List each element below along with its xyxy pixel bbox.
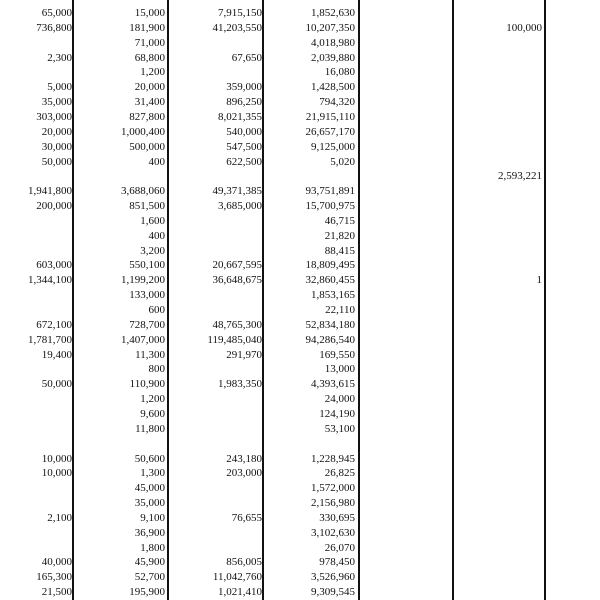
table-cell: 3,102,630 <box>311 526 355 539</box>
table-cell: 68,800 <box>134 51 165 64</box>
table-cell <box>80 437 165 451</box>
table-cell: 65,000 <box>41 7 72 19</box>
table-cell <box>455 36 542 50</box>
table-cell: 45,000 <box>134 482 165 495</box>
table-cell: 359,000 <box>226 81 262 94</box>
table-cell: 2,039,880 <box>311 51 355 64</box>
table-cell: 21,500 <box>41 586 72 599</box>
table-cell: 100,000 <box>506 21 542 34</box>
table-cell: 1,200 <box>140 66 165 79</box>
table-cell: 36,900 <box>134 526 165 539</box>
table-cell <box>455 481 542 495</box>
table-cell: 2,300 <box>47 51 72 64</box>
table-cell: 119,485,040 <box>207 333 262 346</box>
table-cell: 52,700 <box>134 571 165 584</box>
table-cell: 11,300 <box>135 348 165 361</box>
table-row <box>0 169 600 183</box>
table-cell <box>265 437 355 451</box>
table-row <box>0 303 600 317</box>
table-cell: 851,500 <box>129 200 165 213</box>
table-cell: 20,000 <box>41 125 72 138</box>
table-cell: 794,320 <box>319 96 355 109</box>
table-cell: 550,100 <box>129 259 165 272</box>
table-cell <box>455 422 542 436</box>
table-cell <box>455 407 542 421</box>
table-cell: 8,021,355 <box>218 110 262 123</box>
table-row <box>0 333 600 347</box>
table-cell: 31,400 <box>134 96 165 109</box>
table-row <box>0 110 600 124</box>
table-cell: 1,941,800 <box>28 185 72 198</box>
table-cell <box>0 422 72 436</box>
table-row <box>0 318 600 332</box>
table-cell <box>0 437 72 451</box>
table-cell: 1,983,350 <box>218 378 262 391</box>
table-cell <box>168 422 262 436</box>
table-cell: 3,526,960 <box>311 571 355 584</box>
table-row <box>0 511 600 525</box>
table-cell <box>455 80 542 94</box>
table-cell: 400 <box>148 155 165 168</box>
table-row <box>0 392 600 406</box>
table-cell <box>455 333 542 347</box>
table-cell: 26,657,170 <box>305 125 355 138</box>
table-cell <box>455 348 542 362</box>
table-cell <box>455 541 542 555</box>
table-cell: 2,593,221 <box>498 170 542 183</box>
table-cell: 15,000 <box>134 7 165 19</box>
table-cell: 600 <box>148 304 165 316</box>
table-cell: 2,100 <box>47 511 72 524</box>
table-cell: 800 <box>148 363 165 376</box>
table-cell: 71,000 <box>134 36 165 49</box>
table-cell <box>455 258 542 272</box>
table-cell <box>455 377 542 391</box>
table-cell: 67,650 <box>231 51 262 64</box>
table-row <box>0 36 600 50</box>
table-cell <box>455 303 542 317</box>
table-cell: 7,915,150 <box>218 7 262 19</box>
table-cell: 50,000 <box>41 378 72 391</box>
table-cell: 540,000 <box>226 125 262 138</box>
table-cell: 169,550 <box>319 348 355 361</box>
table-cell <box>0 541 72 555</box>
table-cell: 35,000 <box>134 497 165 510</box>
table-row <box>0 377 600 391</box>
table-row <box>0 80 600 94</box>
table-cell: 133,000 <box>129 289 165 302</box>
table-cell: 110,900 <box>129 378 165 391</box>
table-cell <box>168 65 262 79</box>
table-row <box>0 95 600 109</box>
table-cell: 11,042,760 <box>212 571 262 584</box>
table-cell: 32,860,455 <box>305 274 355 287</box>
table-cell <box>265 169 355 183</box>
table-cell <box>455 51 542 65</box>
table-cell <box>455 452 542 466</box>
table-cell: 303,000 <box>36 110 72 123</box>
table-cell: 36,648,675 <box>212 274 262 287</box>
table-cell: 200,000 <box>36 200 72 213</box>
table-cell: 124,190 <box>319 407 355 420</box>
table-row <box>0 184 600 198</box>
table-cell: 1,200 <box>140 393 165 406</box>
table-cell: 165,300 <box>36 571 72 584</box>
table-cell <box>80 169 165 183</box>
table-cell: 30,000 <box>41 140 72 153</box>
table-cell <box>455 288 542 302</box>
table-row <box>0 466 600 480</box>
table-cell: 26,825 <box>324 467 355 480</box>
table-cell <box>168 437 262 451</box>
table-cell <box>168 229 262 243</box>
table-row <box>0 273 600 287</box>
table-cell <box>168 169 262 183</box>
table-cell: 547,500 <box>226 140 262 153</box>
table-cell: 4,018,980 <box>311 36 355 49</box>
table-cell <box>0 526 72 540</box>
table-cell: 1,228,945 <box>311 452 355 465</box>
table-cell <box>0 169 72 183</box>
table-cell: 1,428,500 <box>311 81 355 94</box>
table-cell: 26,070 <box>324 541 355 554</box>
table-cell: 622,500 <box>226 155 262 168</box>
table-cell: 181,900 <box>129 21 165 34</box>
table-cell <box>0 214 72 228</box>
table-cell: 16,080 <box>324 66 355 79</box>
table-cell <box>455 110 542 124</box>
table-cell: 1,852,630 <box>311 7 355 19</box>
table-cell: 500,000 <box>129 140 165 153</box>
table-cell <box>455 585 542 599</box>
table-cell <box>455 466 542 480</box>
table-cell <box>455 184 542 198</box>
table-row <box>0 541 600 555</box>
table-cell: 4,393,615 <box>311 378 355 391</box>
table-cell: 46,715 <box>324 214 355 227</box>
table-row <box>0 21 600 35</box>
table-cell <box>168 496 262 510</box>
table-cell: 50,000 <box>41 155 72 168</box>
table-cell: 330,695 <box>319 511 355 524</box>
table-row <box>0 422 600 436</box>
table-cell <box>455 570 542 584</box>
table-cell: 3,688,060 <box>121 185 165 198</box>
table-cell: 11,800 <box>135 422 165 435</box>
table-cell <box>455 511 542 525</box>
table-cell: 978,450 <box>319 556 355 569</box>
table-cell: 48,765,300 <box>212 318 262 331</box>
table-cell: 88,415 <box>324 244 355 257</box>
table-cell <box>168 36 262 50</box>
table-cell <box>455 392 542 406</box>
table-row <box>0 214 600 228</box>
table-cell: 21,915,110 <box>305 110 355 123</box>
table-cell <box>0 496 72 510</box>
table-row <box>0 199 600 213</box>
table-cell: 5,000 <box>47 81 72 94</box>
table-row <box>0 496 600 510</box>
table-cell <box>0 481 72 495</box>
table-cell: 24,000 <box>324 393 355 406</box>
table-cell: 15,700,975 <box>305 200 355 213</box>
table-cell <box>455 526 542 540</box>
table-cell: 50,600 <box>134 452 165 465</box>
table-cell: 603,000 <box>36 259 72 272</box>
table-cell: 3,200 <box>140 244 165 257</box>
table-row <box>0 452 600 466</box>
table-cell <box>168 407 262 421</box>
table-cell: 1,199,200 <box>121 274 165 287</box>
table-cell: 13,000 <box>324 363 355 376</box>
table-cell: 1,407,000 <box>121 333 165 346</box>
table-cell: 1,781,700 <box>28 333 72 346</box>
table-cell: 9,600 <box>140 407 165 420</box>
table-cell: 243,180 <box>226 452 262 465</box>
table-cell: 19,400 <box>41 348 72 361</box>
table-row <box>0 125 600 139</box>
table-row <box>0 51 600 65</box>
table-cell: 18,809,495 <box>305 259 355 272</box>
table-cell <box>455 362 542 376</box>
table-cell: 291,970 <box>226 348 262 361</box>
table-cell <box>0 229 72 243</box>
table-cell: 896,250 <box>226 96 262 109</box>
table-cell: 1,021,410 <box>218 586 262 599</box>
table-row <box>0 570 600 584</box>
table-row <box>0 140 600 154</box>
table-row <box>0 362 600 376</box>
table-cell: 400 <box>148 229 165 242</box>
table-row <box>0 555 600 569</box>
table-cell <box>0 392 72 406</box>
table-cell <box>0 65 72 79</box>
table-cell <box>455 214 542 228</box>
table-row <box>0 6 600 20</box>
table-cell: 9,100 <box>140 511 165 524</box>
table-cell <box>0 362 72 376</box>
table-cell <box>168 481 262 495</box>
table-cell: 195,900 <box>129 586 165 599</box>
table-cell: 22,110 <box>325 304 355 316</box>
table-cell <box>0 244 72 258</box>
table-cell: 3,685,000 <box>218 200 262 213</box>
table-row <box>0 526 600 540</box>
table-cell <box>168 288 262 302</box>
table-row <box>0 348 600 362</box>
table-cell: 827,800 <box>129 110 165 123</box>
table-cell: 20,667,595 <box>212 259 262 272</box>
table-row <box>0 65 600 79</box>
table-cell <box>455 95 542 109</box>
table-cell: 1,572,000 <box>311 482 355 495</box>
table-cell <box>0 36 72 50</box>
table-row <box>0 585 600 599</box>
table-cell <box>168 541 262 555</box>
table-cell <box>168 362 262 376</box>
table-cell: 5,020 <box>330 155 355 168</box>
table-cell <box>455 199 542 213</box>
table-cell: 10,000 <box>41 467 72 480</box>
table-cell <box>0 407 72 421</box>
table-row <box>0 258 600 272</box>
table-cell: 856,005 <box>226 556 262 569</box>
table-row <box>0 229 600 243</box>
table-cell: 10,000 <box>41 452 72 465</box>
table-cell: 1,853,165 <box>311 289 355 302</box>
table-cell <box>168 303 262 317</box>
table-cell: 21,820 <box>324 229 355 242</box>
table-cell <box>455 496 542 510</box>
table-cell: 2,156,980 <box>311 497 355 510</box>
table-cell: 1,800 <box>140 541 165 554</box>
table-cell <box>0 303 72 317</box>
table-cell: 52,834,180 <box>305 318 355 331</box>
table-cell <box>455 155 542 169</box>
table-cell <box>455 244 542 258</box>
table-cell: 93,751,891 <box>305 185 355 198</box>
table-cell: 20,000 <box>134 81 165 94</box>
table-cell: 49,371,385 <box>212 185 262 198</box>
table-cell: 672,100 <box>36 318 72 331</box>
table-cell <box>455 125 542 139</box>
table-row <box>0 155 600 169</box>
table-cell <box>455 65 542 79</box>
table-cell: 9,125,000 <box>311 140 355 153</box>
table-cell <box>455 140 542 154</box>
table-cell <box>455 318 542 332</box>
table-row <box>0 407 600 421</box>
table-cell: 35,000 <box>41 96 72 109</box>
table-cell: 94,286,540 <box>305 333 355 346</box>
table-cell <box>0 288 72 302</box>
table-cell: 1,000,400 <box>121 125 165 138</box>
table-cell: 53,100 <box>324 422 355 435</box>
table-cell: 203,000 <box>226 467 262 480</box>
table-row <box>0 288 600 302</box>
table-cell <box>455 6 542 20</box>
table-row <box>0 481 600 495</box>
table-cell: 1 <box>536 274 542 287</box>
table-cell: 1,300 <box>140 467 165 480</box>
table-row <box>0 244 600 258</box>
table-cell: 40,000 <box>41 556 72 569</box>
table-cell <box>168 526 262 540</box>
table-cell: 41,203,550 <box>212 21 262 34</box>
table-cell: 45,900 <box>134 556 165 569</box>
table-cell <box>455 229 542 243</box>
table-cell <box>455 555 542 569</box>
table-cell: 76,655 <box>231 511 262 524</box>
table-cell: 1,344,100 <box>28 274 72 287</box>
table-row <box>0 437 600 451</box>
table-cell: 9,309,545 <box>311 586 355 599</box>
table-cell: 10,207,350 <box>305 21 355 34</box>
table-cell: 1,600 <box>140 214 165 227</box>
table-cell <box>168 214 262 228</box>
table-cell: 728,700 <box>129 318 165 331</box>
table-cell <box>455 437 542 451</box>
table-cell <box>168 244 262 258</box>
table-cell: 736,800 <box>36 21 72 34</box>
table-cell <box>168 392 262 406</box>
